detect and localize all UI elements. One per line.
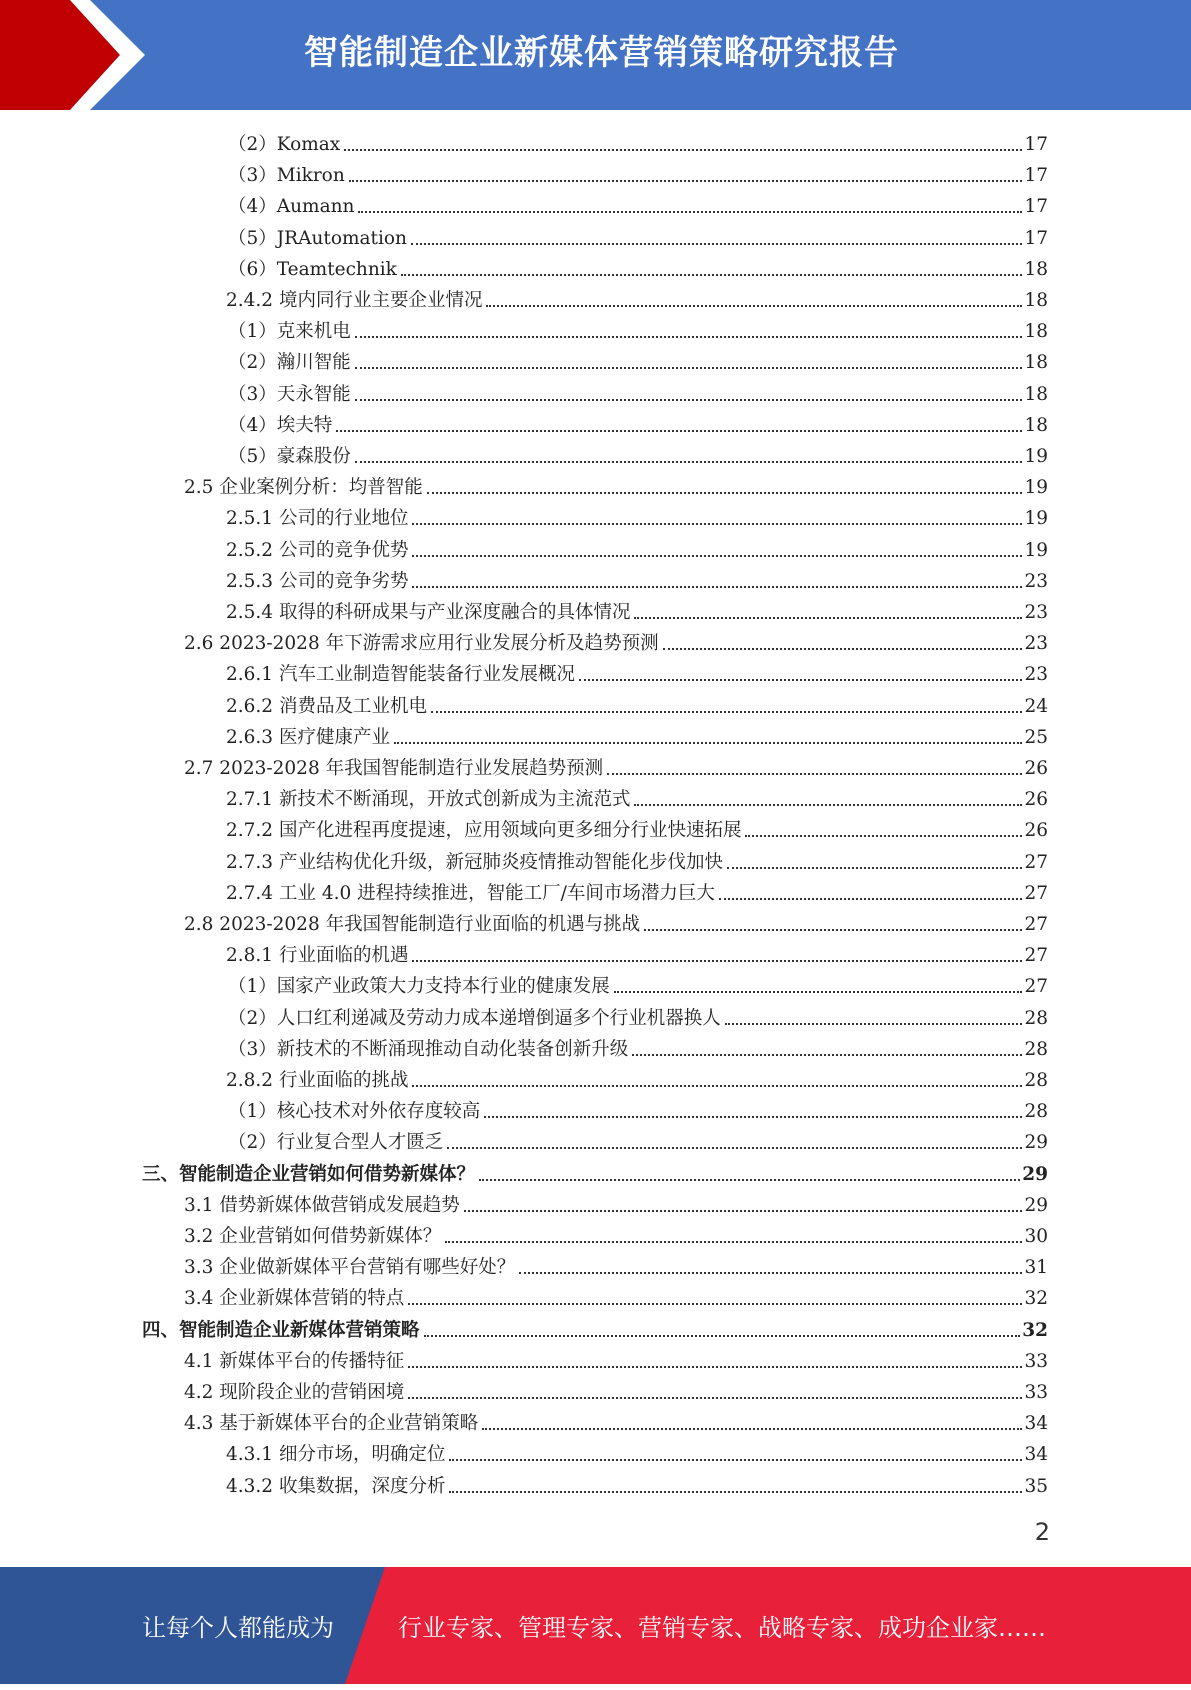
toc-entry[interactable] xyxy=(228,221,1048,251)
toc-entry-page: 28 xyxy=(1024,1101,1048,1123)
toc-entry-label: 2.5.4 取得的科研成果与产业深度融合的具体情况 xyxy=(226,602,631,623)
toc-entry-page: 34 xyxy=(1024,1413,1048,1435)
toc-entry-page: 18 xyxy=(1024,383,1048,405)
toc-entry[interactable] xyxy=(226,845,1048,875)
toc-dot-leader xyxy=(355,461,1023,463)
toc-entry-page: 33 xyxy=(1024,1382,1048,1403)
toc-dot-leader xyxy=(355,336,1023,338)
toc-dot-leader xyxy=(408,1366,1022,1368)
toc-entry[interactable] xyxy=(226,595,1048,625)
toc-entry-label: 三、智能制造企业营销如何借势新媒体？ xyxy=(142,1163,476,1185)
toc-dot-leader xyxy=(449,1459,1022,1461)
toc-entry[interactable] xyxy=(226,782,1048,812)
footer-slogan-left: 让每个人都能成为 xyxy=(142,1614,334,1642)
toc-dot-leader xyxy=(427,492,1023,494)
toc-dot-leader xyxy=(355,367,1023,369)
toc-entry-label: 3.3 企业做新媒体平台营销有哪些好处？ xyxy=(184,1257,516,1279)
toc-entry[interactable] xyxy=(228,1125,1048,1155)
toc-entry-label: 4.2 现阶段企业的营销困境 xyxy=(184,1382,405,1403)
toc-dot-leader xyxy=(412,960,1022,962)
footer-slogan-right: 行业专家、管理专家、营销专家、战略专家、成功企业家…… xyxy=(398,1614,1046,1642)
toc-entry-label: 2.7.3 产业结构优化升级，新冠肺炎疫情推动智能化步伐加快 xyxy=(226,851,723,873)
toc-entry-page: 19 xyxy=(1024,508,1048,530)
toc-entry-label: 2.6 2023-2028 年下游需求应用行业发展分析及趋势预测 xyxy=(184,633,659,655)
toc-entry-page: 19 xyxy=(1024,446,1048,467)
toc-entry-label: （3）新技术的不断涌现推动自动化装备创新升级 xyxy=(228,1038,629,1060)
toc-entry[interactable] xyxy=(228,439,1048,469)
toc-entry-page: 26 xyxy=(1024,820,1048,842)
toc-entry[interactable] xyxy=(228,969,1048,999)
toc-entry-label: 2.5.2 公司的竞争优势 xyxy=(226,539,409,561)
toc-entry-label: （5）豪森股份 xyxy=(228,446,351,467)
toc-entry[interactable] xyxy=(184,751,1048,781)
toc-entry-page: 17 xyxy=(1024,134,1048,155)
toc-entry[interactable] xyxy=(226,564,1048,594)
toc-dot-leader xyxy=(719,898,1023,900)
toc-entry-label: （2）人口红利递减及劳动力成本递增倒逼多个行业机器换人 xyxy=(228,1007,721,1029)
toc-entry[interactable] xyxy=(226,283,1048,313)
toc-entry-page: 30 xyxy=(1024,1226,1048,1247)
toc-dot-leader xyxy=(431,711,1022,713)
toc-dot-leader xyxy=(412,523,1022,525)
toc-entry-page: 28 xyxy=(1024,1007,1048,1029)
toc-entry-page: 27 xyxy=(1024,914,1048,935)
toc-dot-leader xyxy=(745,835,1022,837)
toc-entry-page: 28 xyxy=(1024,1070,1048,1091)
toc-entry-label: （1）国家产业政策大力支持本行业的健康发展 xyxy=(228,976,610,998)
toc-dot-leader xyxy=(634,804,1022,806)
toc-entry[interactable] xyxy=(184,1375,1048,1405)
toc-dot-leader xyxy=(644,929,1022,931)
toc-entry-page: 18 xyxy=(1024,414,1048,436)
toc-entry-label: 2.5.3 公司的竞争劣势 xyxy=(226,570,409,592)
toc-entry-page: 19 xyxy=(1024,477,1048,499)
toc-entry-page: 23 xyxy=(1024,602,1048,623)
toc-entry-page: 19 xyxy=(1024,539,1048,561)
toc-entry[interactable] xyxy=(184,626,1048,656)
toc-dot-leader xyxy=(632,1054,1022,1056)
toc-dot-leader xyxy=(445,1241,1022,1243)
toc-dot-leader xyxy=(486,305,1022,307)
toc-entry-page: 28 xyxy=(1024,1038,1048,1060)
toc-entry[interactable] xyxy=(228,1032,1048,1062)
toc-entry-page: 29 xyxy=(1024,1194,1048,1216)
toc-entry-label: （2）行业复合型人才匮乏 xyxy=(228,1132,444,1154)
toc-entry[interactable] xyxy=(226,1469,1048,1499)
toc-entry[interactable] xyxy=(226,813,1048,843)
toc-dot-leader xyxy=(579,679,1022,681)
toc-entry[interactable] xyxy=(226,720,1048,750)
toc-entry-page: 31 xyxy=(1024,1257,1048,1279)
toc-entry-label: 2.5 企业案例分析：均普智能 xyxy=(184,477,423,499)
toc-dot-leader xyxy=(482,1428,1022,1430)
toc-entry[interactable] xyxy=(226,533,1048,563)
toc-entry-page: 23 xyxy=(1024,633,1048,655)
toc-entry[interactable] xyxy=(228,345,1048,375)
toc-entry-label: 4.3.1 细分市场，明确定位 xyxy=(226,1444,446,1466)
toc-entry-label: 2.7.2 国产化进程再度提速，应用领域向更多细分行业快速拓展 xyxy=(226,820,742,842)
toc-entry-page: 18 xyxy=(1024,321,1048,343)
toc-entry[interactable] xyxy=(226,1063,1048,1093)
toc-entry-label: （1）核心技术对外依存度较高 xyxy=(228,1101,481,1123)
toc-dot-leader xyxy=(727,867,1022,869)
toc-entry-page: 18 xyxy=(1024,352,1048,374)
toc-entry[interactable] xyxy=(226,876,1048,906)
toc-entry-page: 29 xyxy=(1022,1163,1048,1185)
toc-entry-label: 2.6.3 医疗健康产业 xyxy=(226,726,390,748)
toc-entry[interactable] xyxy=(228,1094,1048,1124)
toc-entry-page: 29 xyxy=(1024,1132,1048,1154)
toc-entry[interactable] xyxy=(228,377,1048,407)
toc-entry-page: 26 xyxy=(1024,789,1048,811)
page-header xyxy=(0,0,1191,110)
toc-entry[interactable] xyxy=(226,689,1048,719)
toc-entry-label: （4）埃夫特 xyxy=(228,414,333,436)
toc-entry[interactable] xyxy=(228,189,1048,219)
toc-entry-label: （3）天永智能 xyxy=(228,383,351,405)
toc-dot-leader xyxy=(634,617,1022,619)
toc-entry-label: 2.7.1 新技术不断涌现，开放式创新成为主流范式 xyxy=(226,789,631,811)
toc-entry-page: 32 xyxy=(1022,1319,1048,1341)
toc-dot-leader xyxy=(344,149,1022,151)
toc-entry-label: 4.3.2 收集数据，深度分析 xyxy=(226,1475,446,1497)
toc-entry-label: 2.8 2023-2028 年我国智能制造行业面临的机遇与挑战 xyxy=(184,914,641,935)
document-title: 智能制造企业新媒体营销策略研究报告 xyxy=(304,33,899,73)
toc-entry-label: （4）Aumann xyxy=(228,196,355,218)
toc-entry[interactable] xyxy=(228,158,1048,188)
toc-dot-leader xyxy=(408,1303,1022,1305)
toc-entry-label: 2.6.1 汽车工业制造智能装备行业发展概况 xyxy=(226,664,575,686)
toc-entry-label: （2）Komax xyxy=(228,134,341,155)
page-number: 2 xyxy=(1034,1518,1050,1546)
toc-entry[interactable] xyxy=(184,1406,1048,1436)
toc-dot-leader xyxy=(479,1179,1020,1181)
toc-dot-leader xyxy=(449,1491,1022,1493)
toc-dot-leader xyxy=(358,211,1022,213)
toc-entry[interactable] xyxy=(228,314,1048,344)
toc-entry[interactable] xyxy=(228,1001,1048,1031)
toc-entry-label: （3）Mikron xyxy=(228,165,345,187)
toc-entry[interactable] xyxy=(226,657,1048,687)
toc-entry-page: 35 xyxy=(1024,1475,1048,1497)
toc-entry-label: （2）瀚川智能 xyxy=(228,352,351,374)
toc-entry[interactable] xyxy=(184,1344,1048,1374)
toc-dot-leader xyxy=(401,274,1023,276)
toc-entry[interactable] xyxy=(228,127,1048,157)
toc-dot-leader xyxy=(412,586,1022,588)
toc-dot-leader xyxy=(484,1116,1022,1118)
toc-entry-page: 34 xyxy=(1024,1444,1048,1466)
toc-dot-leader xyxy=(412,555,1022,557)
toc-dot-leader xyxy=(614,991,1023,993)
toc-entry-label: 2.8.1 行业面临的机遇 xyxy=(226,945,409,967)
toc-entry-page: 18 xyxy=(1024,258,1048,280)
toc-dot-leader xyxy=(607,773,1022,775)
toc-entry-page: 25 xyxy=(1024,726,1048,748)
toc-entry-page: 27 xyxy=(1024,851,1048,873)
toc-dot-leader xyxy=(725,1023,1023,1025)
toc-entry-label: 3.4 企业新媒体营销的特点 xyxy=(184,1288,405,1310)
toc-entry[interactable] xyxy=(184,1281,1048,1311)
toc-dot-leader xyxy=(663,648,1023,650)
toc-entry-label: 2.5.1 公司的行业地位 xyxy=(226,508,409,530)
toc-entry-label: 4.1 新媒体平台的传播特征 xyxy=(184,1350,405,1372)
toc-dot-leader xyxy=(349,180,1023,182)
toc-entry-label: 四、智能制造企业新媒体营销策略 xyxy=(142,1319,420,1341)
toc-entry-page: 17 xyxy=(1024,196,1048,218)
toc-entry[interactable] xyxy=(184,907,1048,937)
toc-entry-label: 2.8.2 行业面临的挑战 xyxy=(226,1070,409,1091)
toc-entry-page: 33 xyxy=(1024,1350,1048,1372)
toc-entry-label: （1）克来机电 xyxy=(228,321,351,343)
toc-entry[interactable] xyxy=(184,470,1048,500)
toc-entry[interactable] xyxy=(142,1157,1048,1187)
toc-dot-leader xyxy=(412,1085,1022,1087)
toc-entry-label: 4.3 基于新媒体平台的企业营销策略 xyxy=(184,1413,479,1435)
toc-entry-label: 3.1 借势新媒体做营销成发展趋势 xyxy=(184,1194,460,1216)
toc-entry[interactable] xyxy=(228,252,1048,282)
toc-dot-leader xyxy=(355,399,1023,401)
toc-entry-label: 2.4.2 境内同行业主要企业情况 xyxy=(226,290,483,311)
toc-entry-page: 23 xyxy=(1024,570,1048,592)
toc-entry[interactable] xyxy=(226,1437,1048,1467)
toc-entry-page: 18 xyxy=(1024,290,1048,311)
toc-dot-leader xyxy=(408,1397,1022,1399)
toc-entry-label: 2.7.4 工业 4.0 进程持续推进，智能工厂/车间市场潜力巨大 xyxy=(226,882,715,904)
toc-entry[interactable] xyxy=(184,1188,1048,1218)
toc-entry[interactable] xyxy=(142,1313,1048,1343)
toc-dot-leader xyxy=(394,742,1022,744)
toc-entry[interactable] xyxy=(184,1250,1048,1280)
toc-entry-page: 24 xyxy=(1024,695,1048,717)
toc-dot-leader xyxy=(519,1272,1022,1274)
toc-dot-leader xyxy=(411,243,1023,245)
toc-entry-page: 17 xyxy=(1024,227,1048,249)
toc-entry-label: （6）Teamtechnik xyxy=(228,258,397,280)
toc-dot-leader xyxy=(464,1210,1023,1212)
toc-entry[interactable] xyxy=(184,1219,1048,1249)
toc-entry-page: 27 xyxy=(1024,976,1048,998)
toc-dot-leader xyxy=(336,430,1022,432)
toc-entry-label: 2.6.2 消费品及工业机电 xyxy=(226,695,427,717)
toc-entry-page: 27 xyxy=(1024,945,1048,967)
toc-entry-page: 17 xyxy=(1024,165,1048,187)
toc-entry-page: 26 xyxy=(1024,758,1048,779)
toc-entry-page: 23 xyxy=(1024,664,1048,686)
toc-dot-leader xyxy=(424,1335,1021,1337)
toc-entry-page: 32 xyxy=(1024,1288,1048,1310)
toc-entry[interactable] xyxy=(226,501,1048,531)
toc-dot-leader xyxy=(447,1147,1022,1149)
toc-entry-page: 27 xyxy=(1024,882,1048,904)
toc-entry-label: 2.7 2023-2028 年我国智能制造行业发展趋势预测 xyxy=(184,758,604,779)
toc-entry-label: （5）JRAutomation xyxy=(228,227,407,249)
toc-entry[interactable] xyxy=(226,938,1048,968)
page-footer xyxy=(0,1567,1191,1684)
toc-entry[interactable] xyxy=(228,408,1048,438)
toc-entry-label: 3.2 企业营销如何借势新媒体？ xyxy=(184,1226,442,1247)
